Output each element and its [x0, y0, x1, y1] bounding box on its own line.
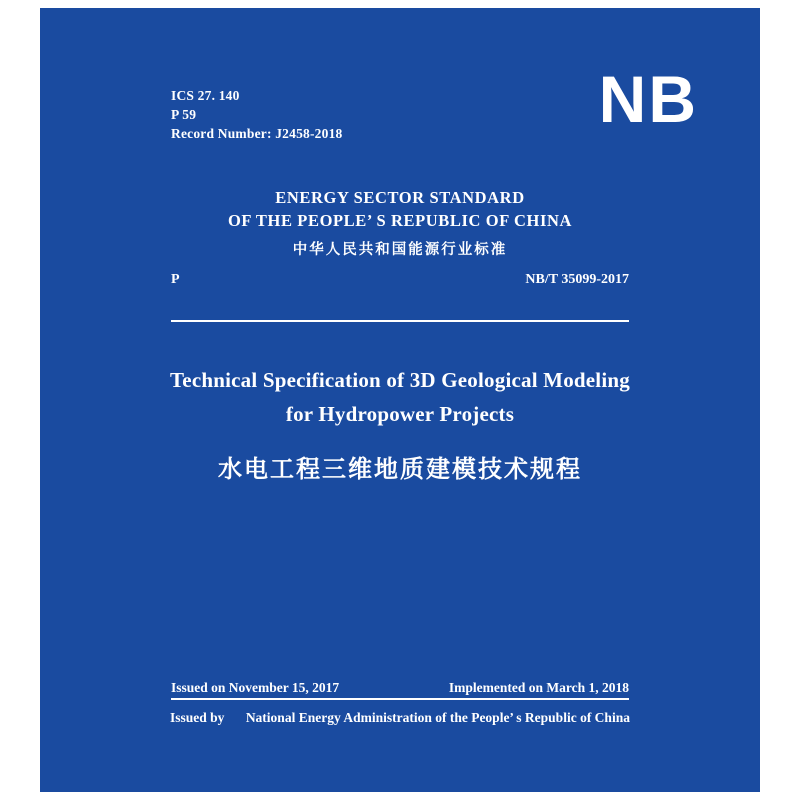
record-number: Record Number: J2458-2018: [171, 126, 343, 141]
issued-date: Issued on November 15, 2017: [171, 680, 340, 695]
organization-chinese: 中华人民共和国能源行业标准: [292, 242, 508, 258]
divider-bottom: [171, 698, 629, 700]
code-row: [171, 272, 629, 288]
title-chinese: 水电工程三维地质建模技术规程: [218, 455, 582, 483]
nb-logo: NB: [598, 62, 698, 136]
issuing-organization: [40, 186, 760, 263]
identifier-block: [171, 86, 342, 143]
divider-top: [171, 320, 629, 322]
classification-code: P 59: [171, 107, 197, 122]
issued-by-value: National Energy Administration of the People’ s Republic of China: [245, 710, 630, 725]
standard-code: NB/T 35099-2017: [525, 272, 629, 287]
implemented-date: Implemented on March 1, 2018: [448, 680, 629, 695]
ics-number: ICS 27. 140: [171, 88, 240, 103]
category-letter: P: [171, 272, 180, 287]
issuer-row: [40, 710, 760, 726]
dates-row: [171, 680, 629, 696]
organization-line-2: OF THE PEOPLE’ S REPUBLIC OF CHINA: [227, 211, 573, 230]
organization-line-1: ENERGY SECTOR STANDARD: [275, 188, 525, 207]
title-block: [40, 363, 760, 484]
standard-cover: [40, 8, 760, 792]
title-english-line-2: for Hydropower Projects: [285, 402, 515, 426]
title-english-line-1: Technical Specification of 3D Geological Modeling: [170, 368, 630, 392]
issued-by-label: Issued by: [170, 710, 225, 725]
